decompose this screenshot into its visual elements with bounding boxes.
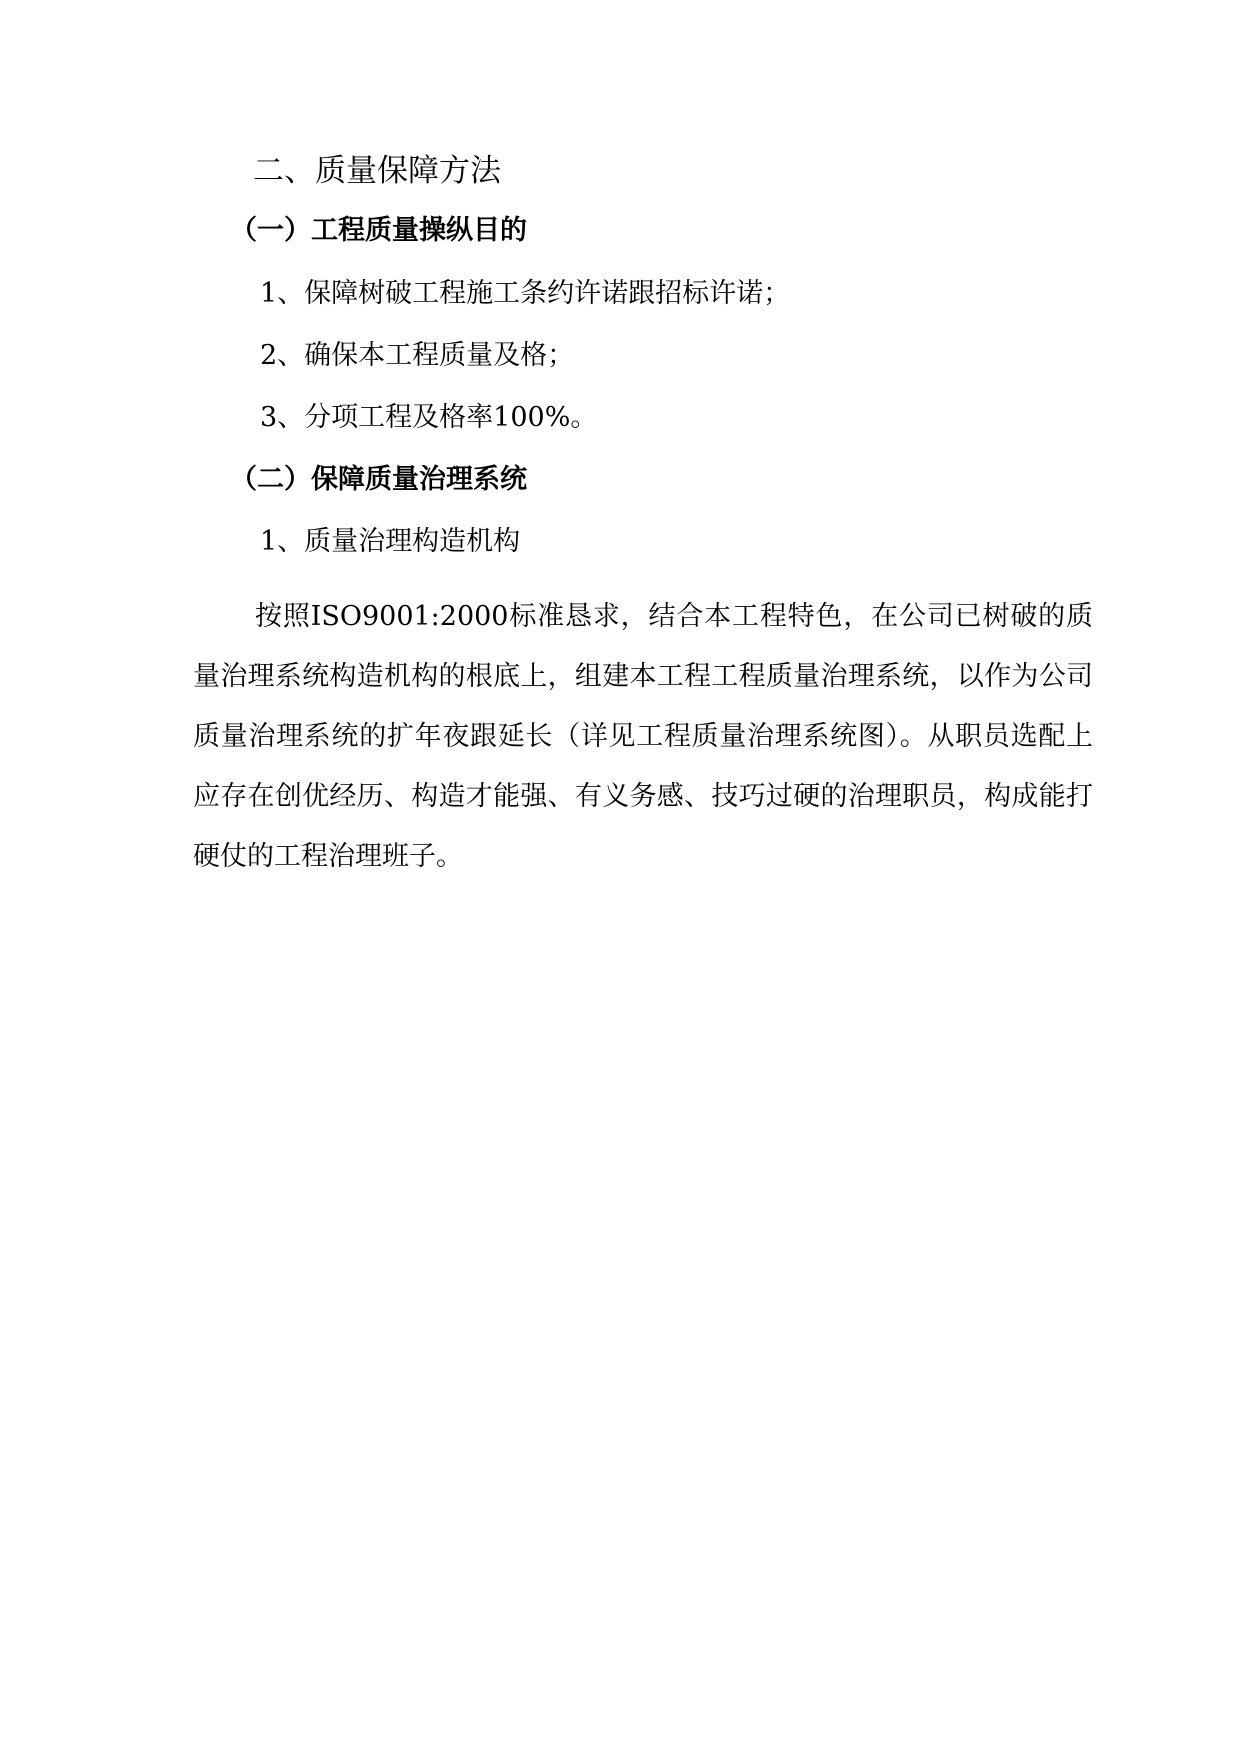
section-1-item-1: 1、保障树破工程施工条约许诺跟招标许诺； (260, 278, 791, 309)
section-2-item-1: 1、质量治理构造机构 (260, 526, 521, 557)
main-heading: 二、质量保障方法 (253, 153, 501, 189)
section-2-title: （二）保障质量治理系统 (230, 464, 527, 495)
section-1-item-3: 3、分项工程及格率100%。 (260, 402, 598, 433)
section-1-title: （一）工程质量操纵目的 (230, 215, 527, 246)
section-2-paragraph: 按照ISO9001:2000标准恳求，结合本工程特色，在公司已树破的质量治理系统构造机构的根底上，组建本工程工程质量治理系统，以作为公司质量治理系统的扩年夜跟延长（详见工程质量治理系统图）。从职员选配上应存在创优经历、构造才能强、有义务感、技巧过硬的治理职员，构成能打硬仗的工程治理班子。 (193, 601, 1093, 872)
section-1-item-2: 2、确保本工程质量及格； (260, 340, 575, 371)
